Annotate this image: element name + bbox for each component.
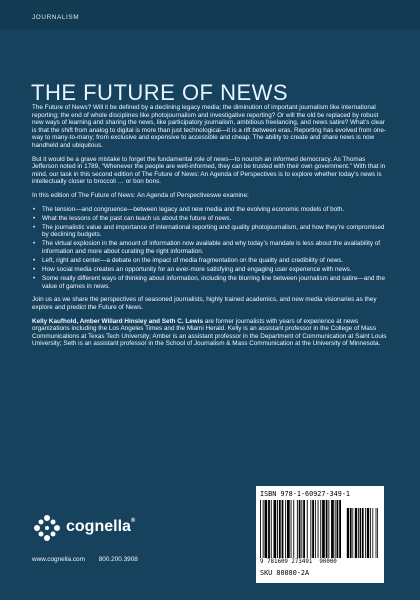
barcode-bar bbox=[322, 500, 325, 558]
list-item: • The journalistic value and importance of international reporting and quality photojournalism, and how they’re compromised by declining budgets. bbox=[42, 224, 389, 239]
barcode-bar bbox=[301, 500, 302, 558]
barcode-bar bbox=[365, 508, 366, 558]
barcode-bar bbox=[279, 500, 281, 558]
list-item: • Left, right and center—a debate on the impact of media fragmentation on the quality and credibility of news. bbox=[42, 257, 389, 265]
publisher-website: www.cognella.com bbox=[32, 556, 85, 563]
author-bio bbox=[32, 318, 389, 348]
barcode-bar bbox=[293, 500, 294, 558]
barcode-panel bbox=[256, 486, 384, 583]
barcode-bar bbox=[367, 508, 369, 558]
barcode-bar bbox=[299, 500, 301, 558]
barcode-bar bbox=[274, 500, 277, 558]
topic-list bbox=[32, 206, 389, 291]
barcode-bar bbox=[347, 508, 349, 558]
publisher-contact bbox=[32, 556, 150, 563]
barcode-bar bbox=[277, 500, 278, 558]
barcode-bar bbox=[331, 500, 334, 558]
barcode-bar bbox=[265, 500, 268, 558]
barcode-bar bbox=[291, 500, 292, 558]
barcode-bar bbox=[312, 500, 314, 558]
barcode-digits-main: 9 781609 273491 bbox=[260, 559, 313, 565]
barcode-bar bbox=[282, 500, 284, 558]
barcode-bar bbox=[335, 500, 336, 558]
democracy-paragraph: But it would be a grave mistake to forget the fundamental role of news—to nourish an informed democracy. As Thomas Jefferson noted in 1789, “Whenever the people are well-informed, they can be trusted with their own government.” With that in mind, our task in this second edition of The Future of News: An Agenda of Perspectives is to explore whether today’s news is intellectually closer to broccoli … or bon bons. bbox=[32, 155, 386, 186]
author-names: Kelly Kaufhold, Amber Willard Hinsley and Seth C. Lewis bbox=[32, 317, 204, 325]
barcode-bar bbox=[287, 500, 290, 558]
publisher-name bbox=[66, 518, 135, 536]
sku-number: SKU 80080-2A bbox=[260, 569, 310, 577]
header-band bbox=[0, 0, 420, 30]
genre-label: JOURNALISM bbox=[32, 14, 80, 21]
barcode-bar bbox=[260, 500, 261, 558]
barcode-bar bbox=[360, 508, 362, 558]
barcode-bar bbox=[350, 508, 352, 558]
barcode-bar bbox=[339, 500, 341, 558]
list-item: • Some really different ways of thinking about information, including the blurring line between journalism and satire—and the value of games in news. bbox=[42, 275, 389, 290]
barcode-bar bbox=[355, 508, 357, 558]
book-title: THE FUTURE OF NEWS bbox=[31, 79, 289, 105]
barcode-bar bbox=[315, 500, 316, 558]
barcode-bar bbox=[358, 508, 359, 558]
list-item: • How social media creates an opportunity for an ever-more satisfying and engaging user experience with news. bbox=[42, 266, 389, 274]
intro-paragraph: The Future of News? Will it be defined by a declining legacy media; the diminution of important journalism like international reporting; the end of whole disciplines like photojournalism and investigative reporting? Or will the old be replaced by robust new ways of learning and sharing the news, like participatory journalism, ambitious freelancing, and news satire? What’s clear is that the shift from analog to digital is more than just technological—it is a rift between eras. Reporting has evolved from one-way to many-to-many; from exclusive and expensive to accessible and cheap. The ability to create and share news is now handheld and ubiquitous. bbox=[32, 104, 387, 149]
barcode-bar bbox=[268, 500, 270, 558]
barcode-bar bbox=[370, 508, 371, 558]
barcode-digits bbox=[260, 559, 337, 565]
barcode-bar bbox=[326, 500, 328, 558]
closing-paragraph: Join us as we share the perspectives of seasoned journalists, highly trained academics, and new media visionaries as they explore and predict the Future of News. bbox=[32, 296, 377, 312]
barcode-bar bbox=[372, 508, 373, 558]
publisher-phone: 800.200.3908 bbox=[98, 556, 138, 563]
publisher-wordmark: cognella bbox=[66, 518, 131, 535]
barcode-bar bbox=[320, 500, 321, 558]
barcode-bar bbox=[303, 500, 305, 558]
barcode-bar bbox=[318, 500, 319, 558]
author-details: are former journalists with years of experience at news organizations including the Los Angeles Times and the Miami Herald. Kelly is an assistant professor in the College of Mass Communications at Texas Tech University; Amber is an assistant professor in the Department of Communication at Saint Louis University; Seth is an assistant professor in the School of Journalism & Mass Communication at the University of Minnesota. bbox=[32, 317, 387, 348]
barcode-bar bbox=[376, 508, 377, 558]
isbn-number: ISBN 978-1-60927-349-1 bbox=[260, 490, 351, 498]
barcode-bar bbox=[285, 500, 286, 558]
list-item: • The virtual explosion in the amount of information now available and why today’s mandate is less about the availability of information and more about curating the right information. bbox=[42, 240, 389, 255]
list-item: • The tension—and congruence—between legacy and new media and the evolving economic models of both. bbox=[42, 206, 389, 214]
barcode-bar bbox=[271, 500, 272, 558]
barcode-bar bbox=[337, 500, 339, 558]
barcode-bar bbox=[328, 500, 329, 558]
publisher-logo bbox=[32, 510, 172, 550]
barcode-bar bbox=[352, 508, 353, 558]
edition-lead-in: In this edition of The Future of News: An Agenda of Perspectiveswe examine: bbox=[32, 191, 249, 199]
barcode-bar bbox=[377, 508, 378, 558]
barcode-bar bbox=[263, 500, 264, 558]
list-item: • What the lessons of the past can teach us about the future of news. bbox=[42, 215, 389, 223]
barcode-bar bbox=[307, 500, 308, 558]
description bbox=[32, 104, 389, 354]
barcode-bar bbox=[362, 508, 364, 558]
barcode-addon: 90000 bbox=[319, 559, 337, 565]
barcode bbox=[260, 500, 378, 558]
cognella-mark-icon bbox=[32, 513, 62, 543]
barcode-bar bbox=[310, 500, 311, 558]
trademark-symbol: ® bbox=[130, 518, 136, 524]
barcode-bar bbox=[297, 500, 298, 558]
